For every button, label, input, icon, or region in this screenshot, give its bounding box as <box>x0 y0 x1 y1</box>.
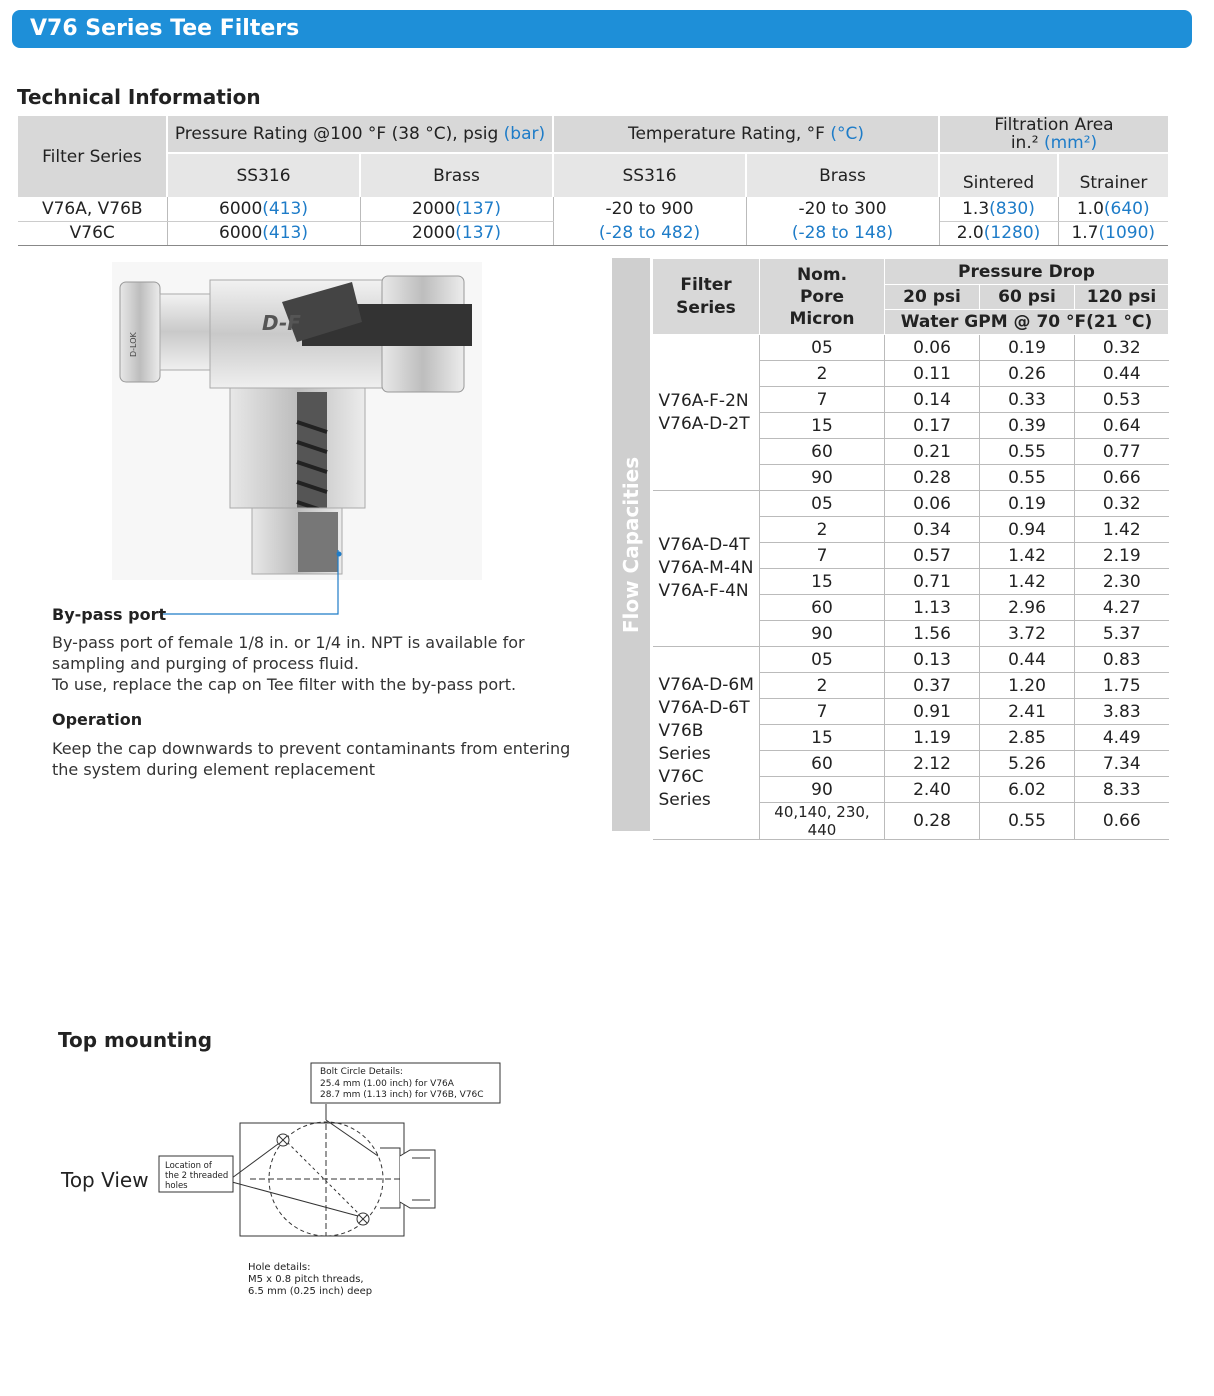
cell-20-psi: 0.06 <box>885 491 980 517</box>
cell-20-psi: 1.19 <box>885 725 980 751</box>
cell-pressure-ss316: 6000(413) <box>167 221 360 245</box>
series-name: V76C Series <box>658 767 711 810</box>
cell-120-psi: 4.49 <box>1075 725 1169 751</box>
bypass-description <box>52 632 576 695</box>
cell-20-psi: 0.71 <box>885 569 980 595</box>
cell-micron: 05 <box>760 335 885 361</box>
col-60-psi: 60 psi <box>980 285 1075 310</box>
cell-temp-ss316-c: (-28 to 482) <box>553 221 746 245</box>
cell-120-psi: 2.19 <box>1075 543 1169 569</box>
tech-info-table <box>18 116 1168 246</box>
col-area-sintered: Sintered <box>939 153 1058 197</box>
cell-micron: 60 <box>760 439 885 465</box>
cell-20-psi: 0.28 <box>885 803 980 840</box>
col-filtration-area: Filtration Area in.² (mm²) <box>939 116 1168 153</box>
col-20-psi: 20 psi <box>885 285 980 310</box>
cell-20-psi: 0.11 <box>885 361 980 387</box>
cell-20-psi: 0.21 <box>885 439 980 465</box>
cell-20-psi: 0.28 <box>885 465 980 491</box>
cell-micron: 2 <box>760 673 885 699</box>
cell-20-psi: 0.06 <box>885 335 980 361</box>
loc-line-3: holes <box>165 1181 188 1191</box>
cell-60-psi: 0.26 <box>980 361 1075 387</box>
col-area-strainer: Strainer <box>1058 153 1168 197</box>
bypass-callout-line <box>160 540 345 620</box>
col-120-psi: 120 psi <box>1075 285 1169 310</box>
cell-120-psi: 0.83 <box>1075 647 1169 673</box>
cell-20-psi: 0.14 <box>885 387 980 413</box>
cell-pressure-brass: 2000(137) <box>360 221 553 245</box>
cell-120-psi: 1.75 <box>1075 673 1169 699</box>
loc-line-1: Location of <box>165 1161 212 1171</box>
cell-micron: 05 <box>760 647 885 673</box>
cell-20-psi: 0.17 <box>885 413 980 439</box>
cell-60-psi: 0.55 <box>980 439 1075 465</box>
cell-60-psi: 1.42 <box>980 569 1075 595</box>
bolt-line-1: 25.4 mm (1.00 inch) for V76A <box>320 1079 454 1089</box>
cell-60-psi: 2.96 <box>980 595 1075 621</box>
cell-20-psi: 0.57 <box>885 543 980 569</box>
flow-capacities-table <box>652 258 1169 840</box>
cell-60-psi: 0.55 <box>980 465 1075 491</box>
series-name: V76A-D-2T <box>658 413 750 434</box>
col-temp-brass: Brass <box>746 153 939 197</box>
page-banner: V76 Series Tee Filters <box>12 10 1192 48</box>
hole-line-1: M5 x 0.8 pitch threads, <box>248 1274 364 1285</box>
cell-area-strainer: 1.0(640) <box>1058 197 1168 221</box>
cell-pressure-brass: 2000(137) <box>360 197 553 221</box>
col-pressure-brass: Brass <box>360 153 553 197</box>
top-view-label: Top View <box>61 1168 149 1192</box>
cell-60-psi: 0.39 <box>980 413 1075 439</box>
tech-info-heading: Technical Information <box>17 85 261 109</box>
cell-micron: 90 <box>760 465 885 491</box>
cell-120-psi: 4.27 <box>1075 595 1169 621</box>
col-nom-pore-micron: Nom. Pore Micron <box>760 259 885 335</box>
cell-filter-series <box>653 647 760 840</box>
bolt-line-2: 28.7 mm (1.13 inch) for V76B, V76C <box>320 1090 484 1100</box>
col-filter-series: Filter Series <box>653 259 760 335</box>
cell-120-psi: 0.53 <box>1075 387 1169 413</box>
cell-120-psi: 8.33 <box>1075 777 1169 803</box>
cell-120-psi: 5.37 <box>1075 621 1169 647</box>
operation-text: Keep the cap downwards to prevent contaminants from entering the system during element replacement <box>52 739 571 779</box>
cell-micron: 15 <box>760 569 885 595</box>
bypass-text-2: To use, replace the cap on Tee filter with the by-pass port. <box>52 675 517 694</box>
cell-60-psi: 1.42 <box>980 543 1075 569</box>
col-pressure-ss316: SS316 <box>167 153 360 197</box>
cell-20-psi: 0.37 <box>885 673 980 699</box>
bypass-heading: By-pass port <box>52 605 167 624</box>
cell-temp-brass: -20 to 300 <box>746 197 939 221</box>
cell-120-psi: 0.77 <box>1075 439 1169 465</box>
cell-temp-ss316: -20 to 900 <box>553 197 746 221</box>
cell-micron: 05 <box>760 491 885 517</box>
cell-micron: 2 <box>760 361 885 387</box>
cell-120-psi: 1.42 <box>1075 517 1169 543</box>
cell-120-psi: 0.64 <box>1075 413 1169 439</box>
cell-20-psi: 0.34 <box>885 517 980 543</box>
cell-120-psi: 0.44 <box>1075 361 1169 387</box>
cell-60-psi: 0.94 <box>980 517 1075 543</box>
cell-micron: 40,140, 230, 440 <box>760 803 885 840</box>
hole-line-2: 6.5 mm (0.25 inch) deep <box>248 1286 373 1297</box>
cell-micron: 15 <box>760 413 885 439</box>
table-row <box>653 647 1169 673</box>
cell-micron: 90 <box>760 777 885 803</box>
series-name: V76A-M-4N <box>658 558 754 578</box>
cell-60-psi: 6.02 <box>980 777 1075 803</box>
table-row <box>18 197 1168 221</box>
cell-120-psi: 0.66 <box>1075 803 1169 840</box>
cell-micron: 90 <box>760 621 885 647</box>
cell-area-sintered: 2.0(1280) <box>939 221 1058 245</box>
cell-60-psi: 0.33 <box>980 387 1075 413</box>
cell-120-psi: 3.83 <box>1075 699 1169 725</box>
col-temp-ss316: SS316 <box>553 153 746 197</box>
bypass-text-1: By-pass port of female 1/8 in. or 1/4 in. NPT is available for sampling and purging of process fluid. <box>52 633 525 673</box>
col-water-gpm: Water GPM @ 70 °F(21 °C) <box>885 310 1169 335</box>
cell-120-psi: 7.34 <box>1075 751 1169 777</box>
flow-capacities-sidebar: Flow Capacities <box>612 258 650 831</box>
cell-120-psi: 0.32 <box>1075 335 1169 361</box>
col-pressure-drop: Pressure Drop <box>885 259 1169 285</box>
cell-micron: 7 <box>760 543 885 569</box>
cell-60-psi: 0.44 <box>980 647 1075 673</box>
cell-area-strainer: 1.7(1090) <box>1058 221 1168 245</box>
cell-area-sintered: 1.3(830) <box>939 197 1058 221</box>
cell-series: V76C <box>18 221 167 245</box>
tee-filter-cutaway-image <box>112 262 482 580</box>
cell-micron: 2 <box>760 517 885 543</box>
col-temperature-rating: Temperature Rating, °F (°C) <box>553 116 939 153</box>
cell-60-psi: 0.55 <box>980 803 1075 840</box>
series-name: V76A-D-6M <box>658 675 754 695</box>
cell-120-psi: 2.30 <box>1075 569 1169 595</box>
cell-60-psi: 0.19 <box>980 491 1075 517</box>
cell-pressure-ss316: 6000(413) <box>167 197 360 221</box>
cell-micron: 15 <box>760 725 885 751</box>
col-pressure-rating: Pressure Rating @100 °F (38 °C), psig (bar) <box>167 116 553 153</box>
cell-series: V76A, V76B <box>18 197 167 221</box>
cell-60-psi: 5.26 <box>980 751 1075 777</box>
cell-60-psi: 2.85 <box>980 725 1075 751</box>
cell-filter-series <box>653 491 760 647</box>
bolt-title: Bolt Circle Details: <box>320 1067 403 1077</box>
cell-60-psi: 0.19 <box>980 335 1075 361</box>
cell-120-psi: 0.32 <box>1075 491 1169 517</box>
cell-micron: 60 <box>760 595 885 621</box>
table-row <box>18 221 1168 245</box>
top-mounting-heading: Top mounting <box>58 1028 213 1052</box>
table-row <box>653 335 1169 361</box>
cell-60-psi: 2.41 <box>980 699 1075 725</box>
series-name: V76A-D-6T <box>658 698 750 718</box>
cell-20-psi: 1.13 <box>885 595 980 621</box>
series-name: V76A-F-4N <box>658 581 749 601</box>
series-name: V76B Series <box>658 721 711 764</box>
col-filter-series: Filter Series <box>18 116 167 197</box>
cell-temp-brass-c: (-28 to 148) <box>746 221 939 245</box>
operation-heading: Operation <box>52 710 143 729</box>
side-mark: D-LOK <box>129 332 138 357</box>
hole-title: Hole details: <box>248 1262 311 1273</box>
cell-20-psi: 1.56 <box>885 621 980 647</box>
cell-20-psi: 0.13 <box>885 647 980 673</box>
brand-mark: D-F <box>262 311 301 335</box>
cell-20-psi: 2.40 <box>885 777 980 803</box>
cell-20-psi: 0.91 <box>885 699 980 725</box>
cell-micron: 7 <box>760 699 885 725</box>
cell-micron: 7 <box>760 387 885 413</box>
table-row <box>653 491 1169 517</box>
loc-line-2: the 2 threaded <box>165 1171 229 1181</box>
series-name: V76A-D-4T <box>658 535 750 555</box>
cell-micron: 60 <box>760 751 885 777</box>
cell-60-psi: 3.72 <box>980 621 1075 647</box>
top-view-drawing <box>150 1058 510 1308</box>
cell-20-psi: 2.12 <box>885 751 980 777</box>
cell-filter-series <box>653 335 760 491</box>
cell-60-psi: 1.20 <box>980 673 1075 699</box>
series-name: V76A-F-2N <box>658 390 749 411</box>
cell-120-psi: 0.66 <box>1075 465 1169 491</box>
